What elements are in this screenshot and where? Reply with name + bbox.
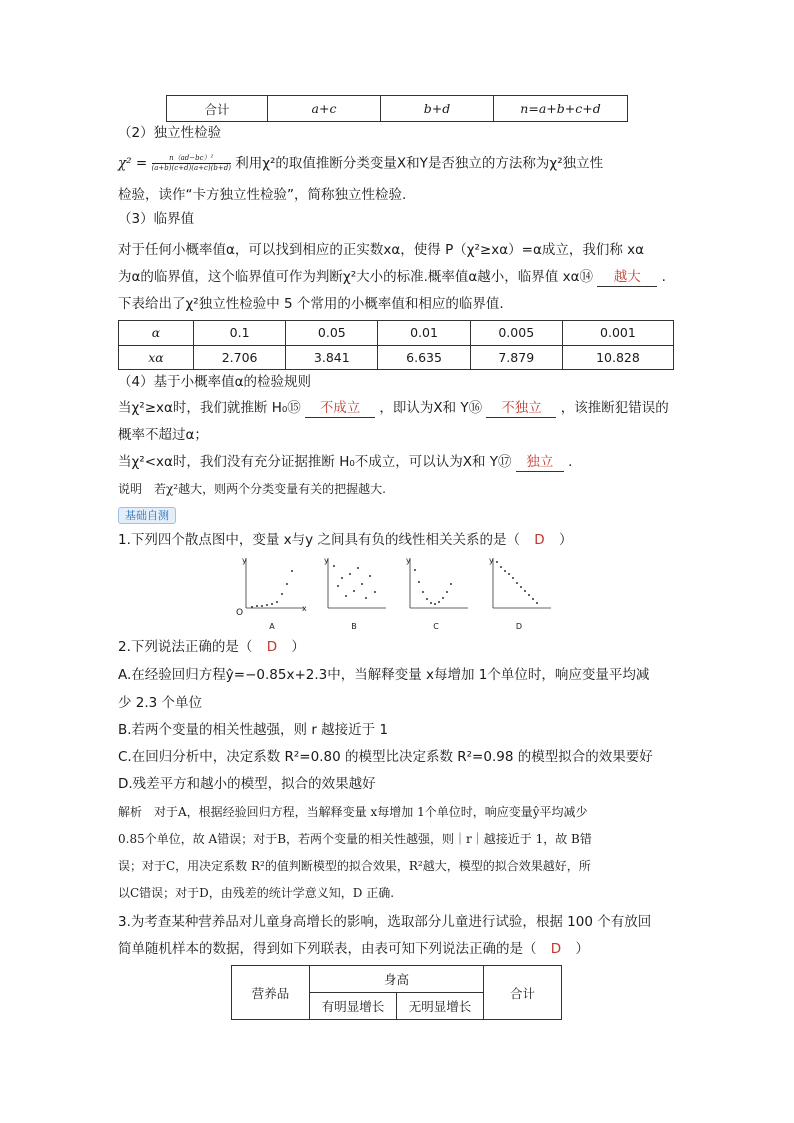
top-table [166,95,628,122]
alpha-row [119,321,674,346]
q2-line [118,638,305,656]
top-cell-ac: a+c [268,96,381,122]
q2-solution-4: 以C错误；对于D，由残差的统计学意义知，D 正确. [118,886,395,900]
q1-text: 1.下列四个散点图中，变量 x与y 之间具有负的线性相关关系的是（ [118,532,520,548]
sec3-line2 [118,268,666,287]
chi2-fraction [152,154,231,173]
table-sub-not-significant: 无明显增长 [397,993,484,1020]
xalpha-cell: 6.635 [378,345,470,370]
sec3-line2-end: . [661,269,666,285]
q3-line1: 3.为考查某种营养品对儿童身高增长的影响，选取部分儿童进行试验，根据 100 个有放回 [118,914,652,930]
q1-line [118,531,572,549]
sec4-line3-post: . [568,454,573,470]
table-col-nutrition: 营养品 [232,966,310,1020]
xalpha-row [119,345,674,370]
table-head-height: 身高 [310,966,484,993]
sec4-line1-post: ，该推断犯错误的 [560,400,669,416]
sec4-line1-pre: 当χ²≥xα时，我们就推断 H₀⑮ [118,400,301,416]
scatter-plot-a [238,556,306,612]
sec4-line1 [118,399,669,418]
q2-solution-1: 解析 对于A，根据经验回归方程，当解释变量 x每增加 1个单位时，响应变量ŷ平均减少 [118,805,588,819]
plot-a-origin: O [236,608,244,618]
q2-option-d: D.残差平方和越小的模型，拟合的效果越好 [118,776,376,792]
q2-option-b: B.若两个变量的相关性越强，则 r 越接近于 1 [118,722,389,738]
scatter-plot-b [320,556,388,612]
top-cell-total: 合计 [167,96,268,122]
chi2-denominator: (a+b)(c+d)(a+c)(b+d) [151,164,231,172]
q2-option-c: C.在回归分析中，决定系数 R²=0.80 的模型比决定系数 R²=0.98 的模型拟合的效果要好 [118,749,653,765]
sec4-note: 说明 若χ²越大，则两个分类变量有关的把握越大. [118,482,386,496]
sec2-heading: （2）独立性检验 [118,125,222,141]
sec3-line1: 对于任何小概率值α，可以找到相应的正实数xα，使得 P（χ²≥xα）=α成立，我们称 xα [118,242,645,258]
sec4-line3 [118,453,572,472]
plot-label-b: B [351,622,357,631]
blank-14: 越大 [597,268,657,287]
sec4-line3-pre: 当χ²<xα时，我们没有充分证据推断 H₀不成立，可以认为X和 Y⑰ [118,454,512,470]
blank-15: 不成立 [305,399,375,418]
q2-solution-2: 0.85个单位，故 A错误；对于B，若两个变量的相关性越强，则｜r｜越接近于 1，故 B错 [118,832,592,846]
q3-answer: D [550,941,562,957]
top-cell-bd: b+d [381,96,494,122]
xalpha-cell: 7.879 [470,345,562,370]
sec4-line2: 概率不超过α； [118,427,208,443]
q2-option-a2: 少 2.3 个单位 [118,695,203,711]
xalpha-cell: 3.841 [286,345,378,370]
q2-text: 2.下列说法正确的是（ [118,639,253,655]
plot-b-y: y [324,556,329,565]
chi2-symbol: χ² = [118,155,148,172]
alpha-label: α [119,321,194,346]
tag-label: 基础自测 [125,509,169,522]
sec3-line3: 下表给出了χ²独立性检验中 5 个常用的小概率值和相应的临界值. [118,296,504,312]
xalpha-cell: 10.828 [562,345,673,370]
blank-17: 独立 [516,453,564,472]
plot-c-y: y [406,556,411,565]
sec4-heading: （4）基于小概率值α的检验规则 [118,374,311,390]
plot-a-x: x [302,604,307,613]
basic-self-test-tag [118,507,176,524]
xalpha-label: xα [119,345,194,370]
sec2-line2: 检验，读作“卡方独立性检验”，简称独立性检验. [118,187,407,203]
q2-solution-3: 误；对于C，用决定系数 R²的值判断模型的拟合效果，R²越大，模型的拟合效果越好，所 [118,859,591,873]
top-cell-n: n=a+b+c+d [494,96,628,122]
alpha-cell: 0.1 [194,321,286,346]
q3-line2 [118,940,589,958]
sec3-heading: （3）临界值 [118,211,195,227]
sec3-line2-text: 为α的临界值，这个临界值可作为判断χ²大小的标准.概率值α越小，临界值 xα⑭ [118,269,593,285]
chi2-numerator: n（ad−bc）² [152,154,231,164]
plot-label-d: D [515,622,523,631]
plot-label-a: A [269,622,275,631]
scatter-plot-d [485,556,553,612]
sec2-line1 [118,154,603,173]
table-sub-significant: 有明显增长 [310,993,397,1020]
q1-close: ） [558,532,573,548]
critical-value-table [118,320,674,370]
xalpha-cell: 2.706 [194,345,286,370]
q3-close: ） [575,941,589,957]
q2-answer: D [266,639,278,655]
contingency-table [231,965,562,1020]
plot-a-y: y [242,556,247,565]
sec2-line1-text: 利用χ²的取值推断分类变量X和Y是否独立的方法称为χ²独立性 [235,155,604,172]
alpha-cell: 0.01 [378,321,470,346]
table-col-total: 合计 [484,966,562,1020]
q3-text: 简单随机样本的数据，得到如下列联表，由表可知下列说法正确的是（ [118,941,537,957]
scatter-plot-c [402,556,470,612]
plot-d-y: y [489,556,494,565]
alpha-cell: 0.05 [286,321,378,346]
q1-answer: D [534,532,545,548]
blank-16: 不独立 [486,399,556,418]
alpha-cell: 0.001 [562,321,673,346]
sec4-line1-mid: ，即认为X和 Y⑯ [379,400,483,416]
plot-label-c: C [433,622,439,631]
q2-option-a1: A.在经验回归方程ŷ=−0.85x+2.3中，当解释变量 x每增加 1个单位时，响应变量平均减 [118,667,650,683]
q2-close: ） [291,639,305,655]
alpha-cell: 0.005 [470,321,562,346]
